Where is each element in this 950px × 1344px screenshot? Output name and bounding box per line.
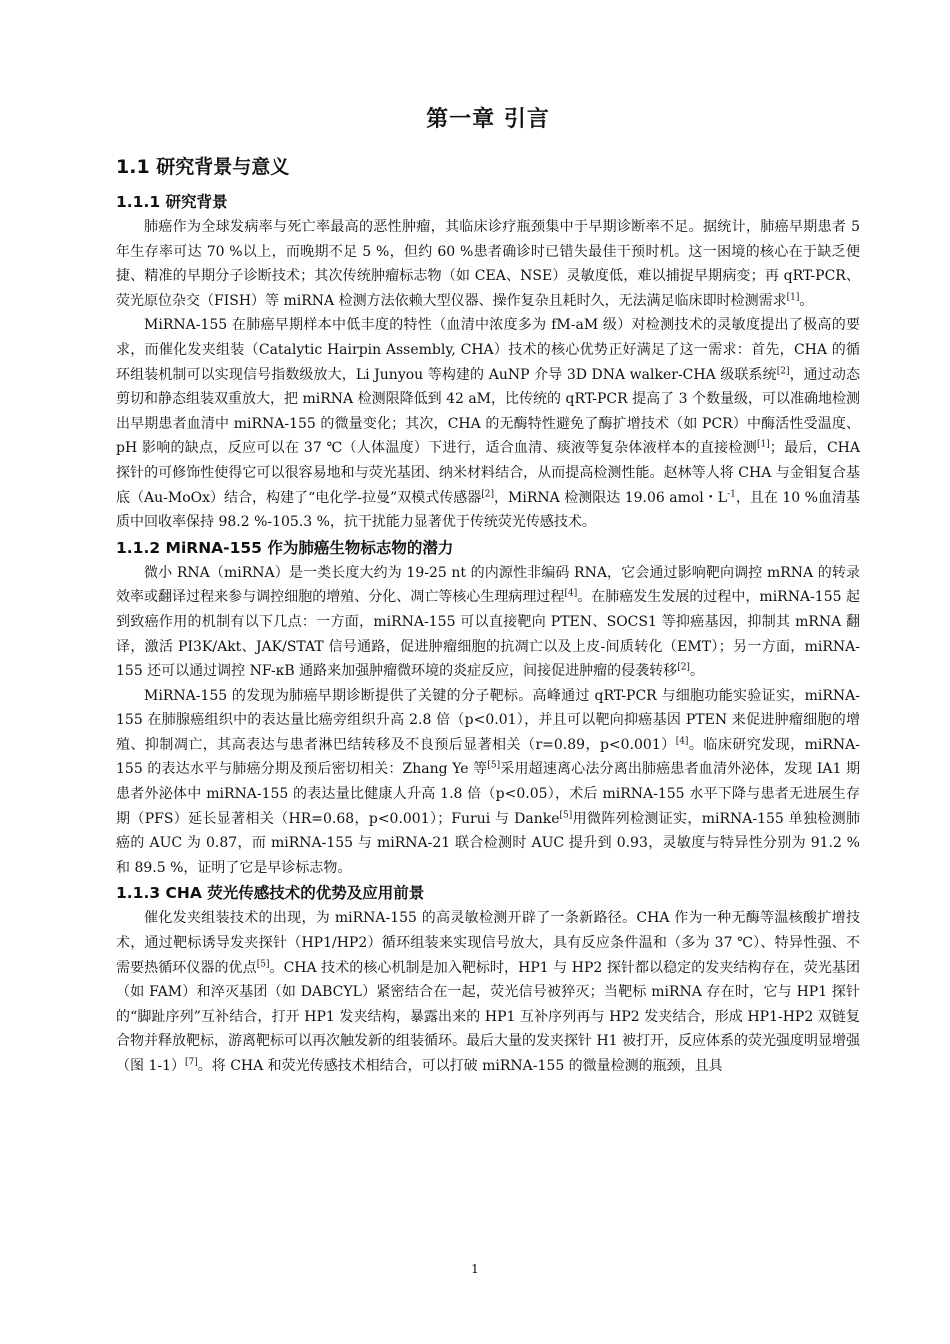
citation-ref: [5] — [559, 810, 573, 820]
unit-exponent: -1 — [727, 488, 736, 499]
text-run: ，且在 10 %血清基质中回收率保持 98.2 %-105.3 %，抗干扰能力显著优于传统荧光传感技术。 — [116, 489, 860, 531]
paragraph-mirna155-biomarker — [116, 684, 860, 881]
citation-ref: [2] — [481, 488, 495, 499]
section-heading-1-1: 1.1 研究背景与意义 — [116, 156, 290, 178]
text-run: 。CHA 技术的核心机制是加入靶标时，HP1 与 HP2 探针都以稳定的发夹结构存在，荧光基团（如 FAM）和淬灭基团（如 DABCYL）紧密结合在一起，荧光信号被猝灭；当靶标 miRNA 存在时，它与 HP1 探针的“脚趾序列”互补结合，打开 HP1 发夹结构，暴露出来的 HP1 互补序列再与 HP2 发夹结合，形成 HP1-HP2 双链复合物并释放靶标，游离靶标可以再次触发新的组装循环。最后大量的发夹探针 H1 被打开，反应体系的荧光强度明显增强（图 1-1） — [116, 959, 861, 1074]
citation-ref: [5] — [487, 760, 501, 771]
citation-ref: [1] — [786, 292, 800, 303]
text-run: 。在肺癌发生发展的过程中，miRNA-155 起到致癌作用的机制有以下几点：一方面，miRNA-155 可以直接靶向 PTEN、SOCS1 等抑癌基因，抑制其 mRNA 翻译，激活 PI3K/Akt、JAK/STAT 信号通路，促进肿瘤细胞的抗凋亡以及上皮-间质转化（EMT）；另一方面，miRNA-155 还可以通过调控 NF-κB 通路来加强肿瘤微环境的炎症反应，间接促进肿瘤的侵袭转移 — [116, 589, 860, 680]
chapter-title: 第一章 引言 — [426, 107, 550, 132]
citation-ref: [2] — [677, 662, 690, 673]
paragraph-mirna-definition — [116, 561, 860, 684]
text-run: MiRNA-155 在肺癌早期样本中低丰度的特性（血清中浓度多为 fM-aM 级）对检测技术的灵敏度提出了极高的要求，而催化发夹组装（Catalytic Hairpin Assembly, CHA）技术的核心优势正好满足了这一需求：首先，CHA 的循环组装机制可以实现信号指数级放大，Li Junyou 等构建的 AuNP 介导 3D DNA walker-CHA 级联系统 — [116, 317, 860, 383]
text-run: MiRNA-155 的发现为肺癌早期诊断提供了关键的分子靶标。高峰通过 qRT-PCR 与细胞功能实验证实，miRNA-155 在肺腺癌组织中的表达量比癌旁组织升高 2.8 倍（p<0.01），并且可以靶向抑癌基因 PTEN 来促进肿瘤细胞的增殖、抑制凋亡，其高表达与患者淋巴结转移及不良预后显著相关（r=0.89，p<0.001） — [116, 687, 860, 753]
text-run: ，MiRNA 检测限达 19.06 amol・L — [494, 489, 728, 506]
citation-ref: [7] — [185, 1057, 198, 1068]
text-run: 催化发夹组装技术的出现，为 miRNA-155 的高灵敏检测开辟了一条新路径。CHA 作为一种无酶等温核酸扩增技术，通过靶标诱导发夹探针（HP1/HP2）循环组装来实现信号放大，具有反应条件温和（多为 37 ℃）、特异性强、不需要热循环仪器的优点 — [116, 910, 860, 976]
text-run: 微小 RNA（miRNA）是一类长度大约为 19-25 nt 的内源性非编码 RNA，它会通过影响靶向调控 mRNA 的转录效率或翻译过程来参与调控细胞的增殖、分化、凋亡等核心生理病理过程 — [116, 564, 860, 606]
citation-ref: [1] — [757, 439, 770, 450]
text-run: 用微阵列检测证实，miRNA-155 单独检测肺癌的 AUC 为 0.87，而 miRNA-155 与 miRNA-21 联合检测时 AUC 提升到 0.93，灵敏度与特异性分别为 91.2 % 和 89.5 %，证明了它是早诊标志物。 — [116, 810, 861, 876]
text-run: 采用超速离心法分离出肺癌患者血清外泌体，发现 IA1 期患者外泌体中 miRNA-155 的表达量比健康人升高 1.8 倍（p<0.05），术后 miRNA-155 水平下降与患者无进展生存期（PFS）延长显著相关（HR=0.68，p<0.001）；Furui 与 Danke — [116, 761, 860, 827]
citation-ref: [2] — [776, 365, 790, 376]
text-run: 。 — [689, 663, 704, 680]
citation-ref: [5] — [256, 958, 270, 969]
paragraph-cha-fluorescence — [116, 906, 860, 1078]
text-run: 。 — [799, 292, 814, 309]
text-run: 肺癌作为全球发病率与死亡率最高的恶性肿瘤，其临床诊疗瓶颈集中于早期诊断率不足。据统计，肺癌早期患者 5 年生存率可达 70 %以上，而晚期不足 5 %，但约 60 %患者确诊时已错失最佳干预时机。这一困境的核心在于缺乏便捷、精准的早期分子诊断技术；其次传统肿瘤标志物（如 CEA、NSE）灵敏度低，难以捕捉早期病变；再 qRT-PCR、荧光原位杂交（FISH）等 miRNA 检测方法依赖大型仪器、操作复杂且耗时久，无法满足临床即时检测需求 — [116, 219, 860, 309]
paragraph-cha-advantage — [116, 313, 860, 534]
subsection-heading-1-1-3: 1.1.3 CHA 荧光传感技术的优势及应用前景 — [116, 884, 425, 903]
subsection-heading-1-1-2: 1.1.2 MiRNA-155 作为肺癌生物标志物的潜力 — [116, 538, 454, 557]
page-content — [116, 96, 860, 1079]
text-run: 。将 CHA 和荧光传感技术相结合，可以打破 miRNA-155 的微量检测的瓶颈，且具 — [197, 1058, 723, 1074]
text-run: ；最后，CHA 探针的可修饰性使得它可以很容易地和与荧光基团、纳米材料结合，从而提高检测性能。赵林等人将 CHA 与金钼复合基底（Au-MoOx）结合，构建了“电化学-拉曼”双模式传感器 — [116, 440, 860, 506]
citation-ref: [4] — [564, 588, 578, 599]
subsection-heading-1-1-1: 1.1.1 研究背景 — [116, 193, 228, 211]
paragraph-research-background — [116, 215, 860, 313]
text-run: ，通过动态剪切和静态组装双重放大，把 miRNA 检测限降低到 42 aM，比传统的 qRT-PCR 提高了 3 个数量级，可以准确地检测出早期患者血清中 miRNA-155 的微量变化；其次，CHA 的无酶特性避免了酶扩增技术（如 PCR）中酶活性受温度、pH 影响的缺点，反应可以在 37 ℃（人体温度）下进行，适合血清、痰液等复杂体液样本的直接检测 — [116, 366, 861, 457]
citation-ref: [4] — [675, 736, 689, 747]
page-number: 1 — [471, 1262, 479, 1276]
text-run: 。临床研究发现，miRNA-155 的表达水平与肺癌分期及预后密切相关：Zhang Ye 等 — [116, 736, 860, 778]
